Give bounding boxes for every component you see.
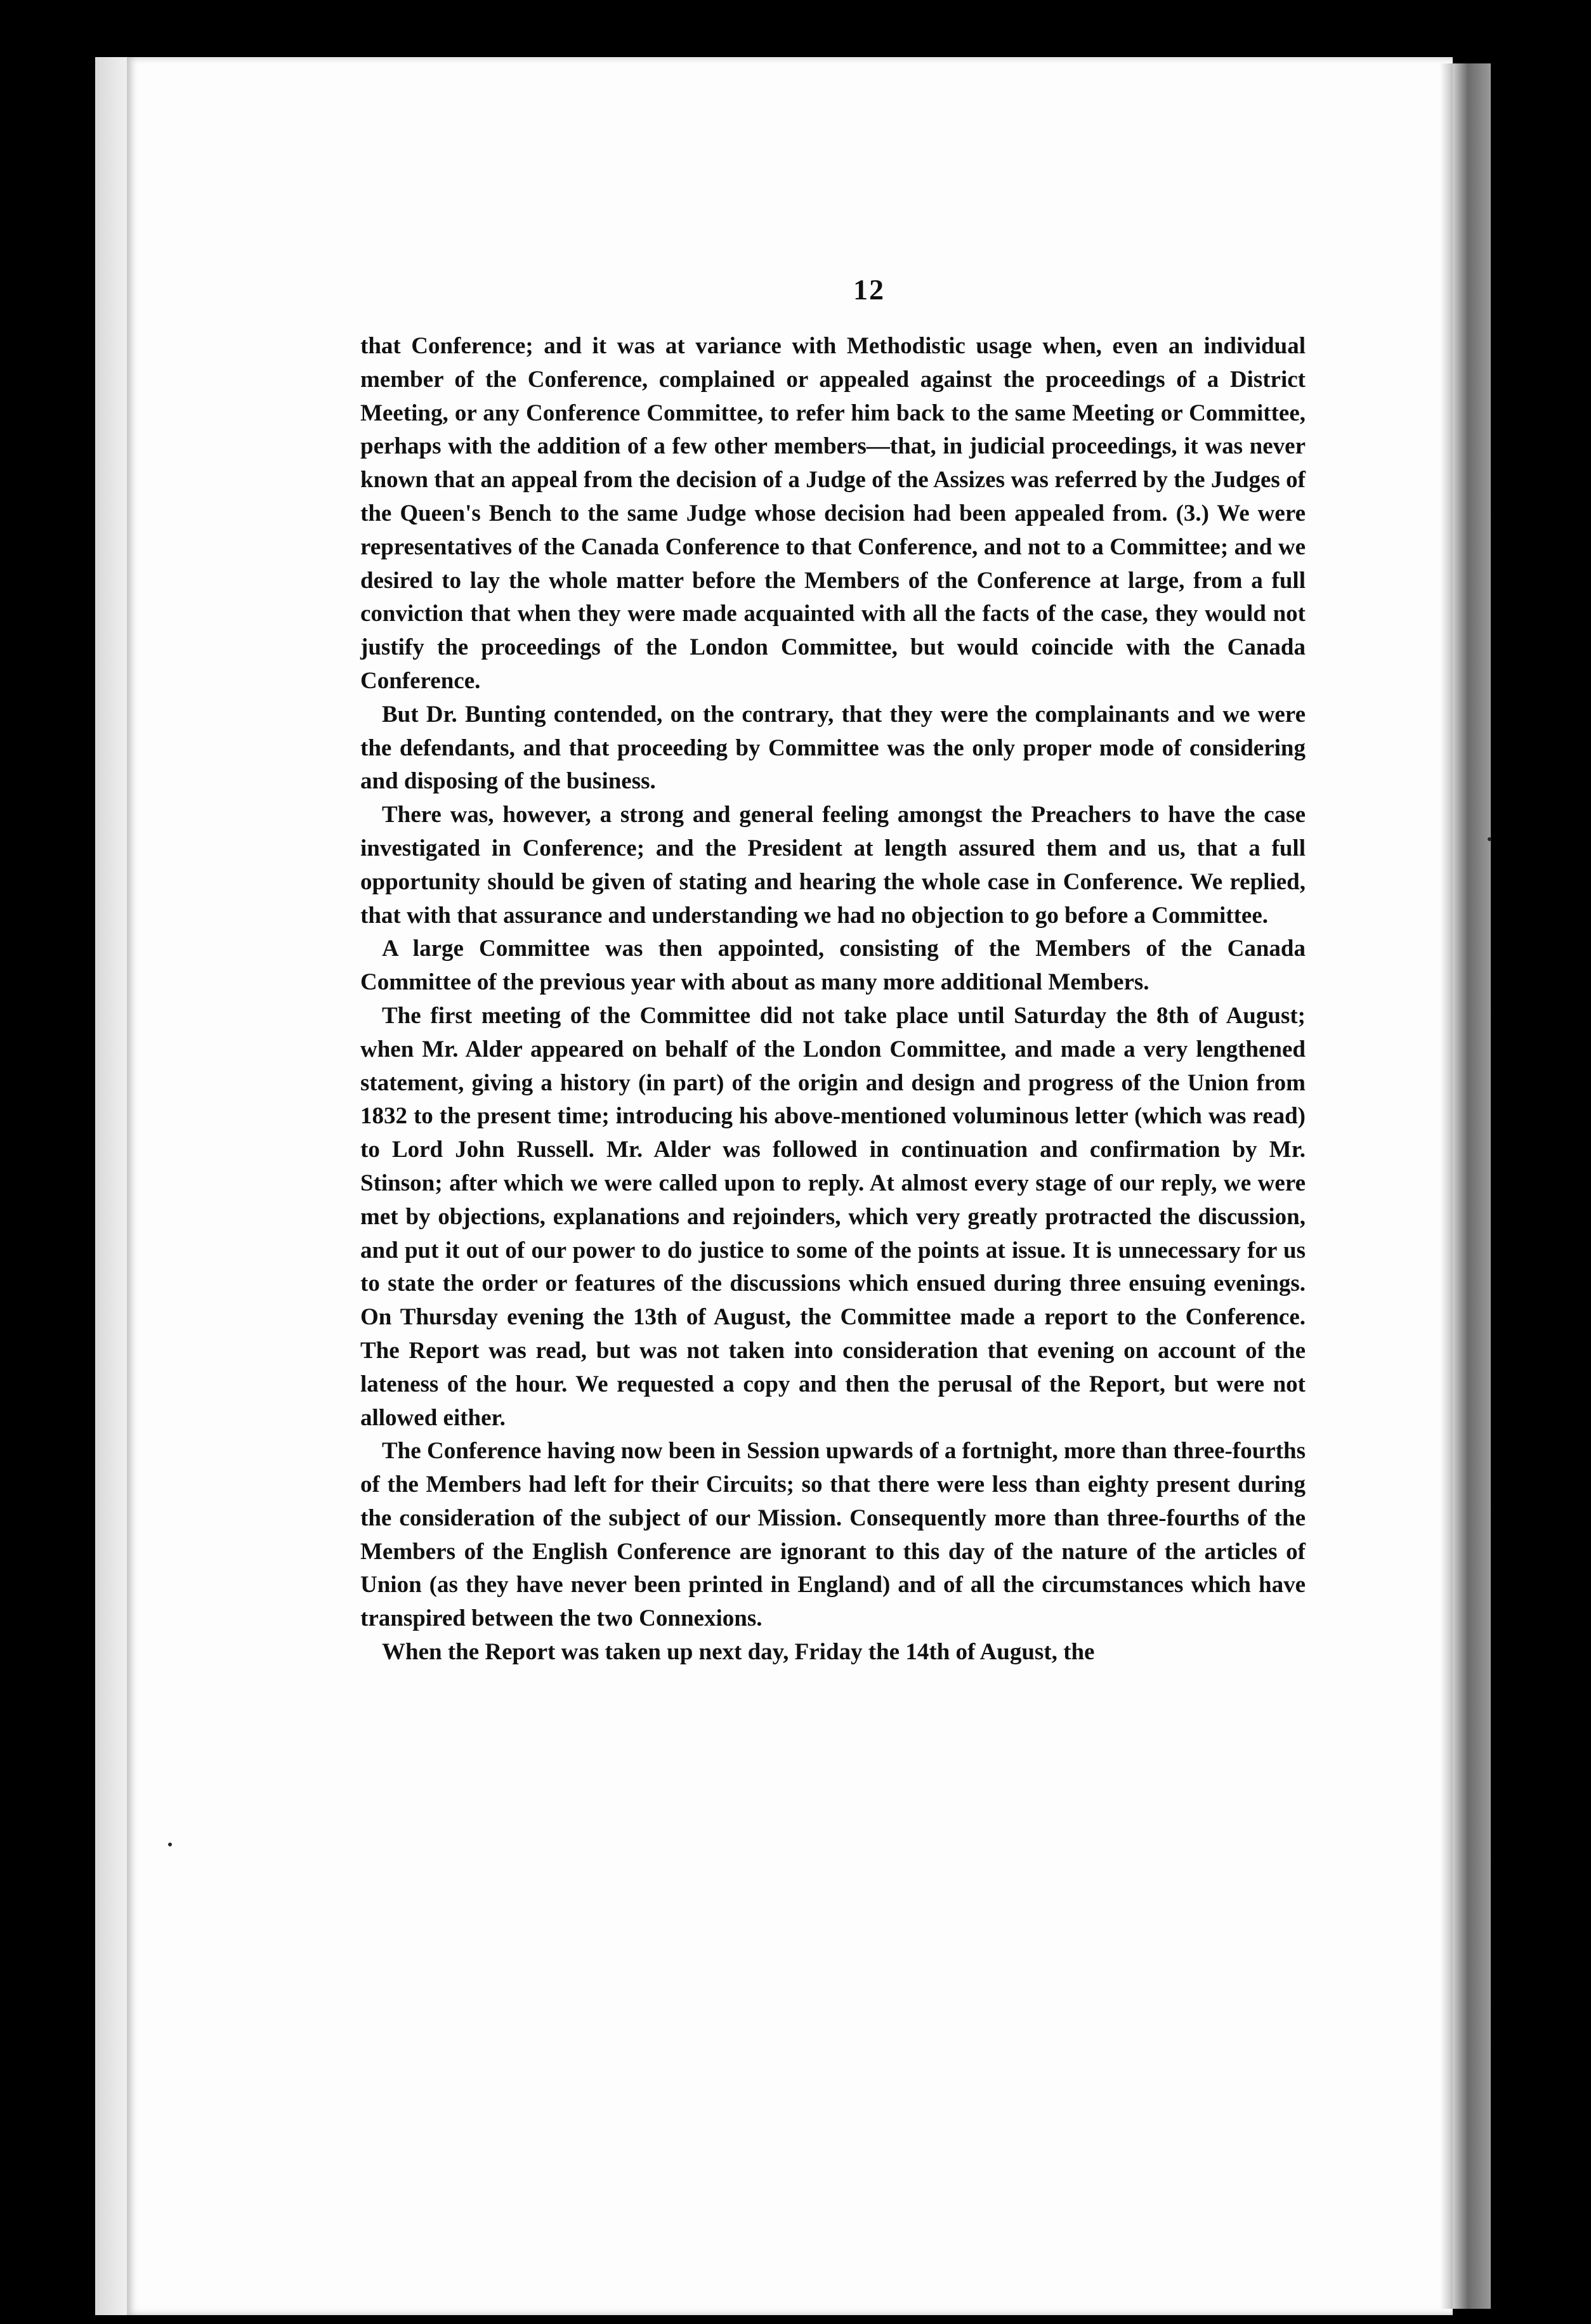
paragraph: The Conference having now been in Session upwards of a fortnight, more than three-fourths of the Members had left for their Circuits; so that there were less than eighty present during the consideration of the subject of our Mission. Consequently more than three-fourths of the Members of the English Conference are ignorant to this day of the nature of the articles of Union (as they have never been printed in England) and of all the circumstances which have transpired between the two Connexions. [360,1438,1306,1632]
paragraph: A large Committee was then appointed, consisting of the Members of the Canada Committee of the previous year with about as many more additional Members. [360,936,1306,996]
paragraph: that Conference; and it was at variance with Methodistic usage when, even an individual member of the Conference, complained or appealed against the proceedings of a District Meeting, or any Conference Committee, to refer him back to the same Meeting or Committee, perhaps with the addition of a few other members—that, in judicial proceedings, it was never known that an appeal from the decision of a Judge of the Assizes was referred by the Judges of the Queen's Bench to the same Judge whose decision had been appealed from. (3.) We were representatives of the Canada Conference to that Conference, and not to a Committee; and we desired to lay the whole matter before the Members of the Conference at large, from a full conviction that when they were made acquainted with all the facts of the case, they would not justify the proceedings of the London Committee, but would coincide with the Canada Conference. [360,333,1306,694]
paragraph: The first meeting of the Committee did not take place until Saturday the 8th of August; when Mr. Alder appeared on behalf of the London Committee, and made a very lengthened statement, giving a history (in part) of the origin and design and progress of the Union from 1832 to the present time; introducing his above-mentioned voluminous letter (which was read) to Lord John Russell. Mr. Alder was followed in continuation and confirmation by Mr. Stinson; after which we were called upon to reply. At almost every stage of our reply, we were met by objections, explanations and rejoinders, which very greatly protracted the discussion, and put it out of our power to do justice to some of the points at issue. It is unnecessary for us to state the order or features of the discussions which ensued during three ensuing evenings. On Thursday evening the 13th of August, the Committee made a report to the Conference. The Report was read, but was not taken into consideration that evening on account of the lateness of the hour. We requested a copy and then the perusal of the Report, but were not allowed either. [360,1002,1306,1431]
page-number: 12 [853,273,885,306]
paragraph: But Dr. Bunting contended, on the contrary, that they were the complainants and we were the defendants, and that proceeding by Committee was the only proper mode of considering and disposing of the business. [360,701,1306,795]
scan-speck [1488,837,1491,841]
page-edge-right [1453,63,1491,2309]
body-text [360,330,1306,1669]
scan-speck [168,1843,172,1846]
paragraph: When the Report was taken up next day, Friday the 14th of August, the [382,1639,1095,1666]
paragraph: There was, however, a strong and general feeling amongst the Preachers to have the case investigated in Conference; and the President at length assured them and us, that a full opportunity should be given of stating and hearing the whole case in Conference. We replied, that with that assurance and understanding we had no objection to go before a Committee. [360,802,1306,929]
